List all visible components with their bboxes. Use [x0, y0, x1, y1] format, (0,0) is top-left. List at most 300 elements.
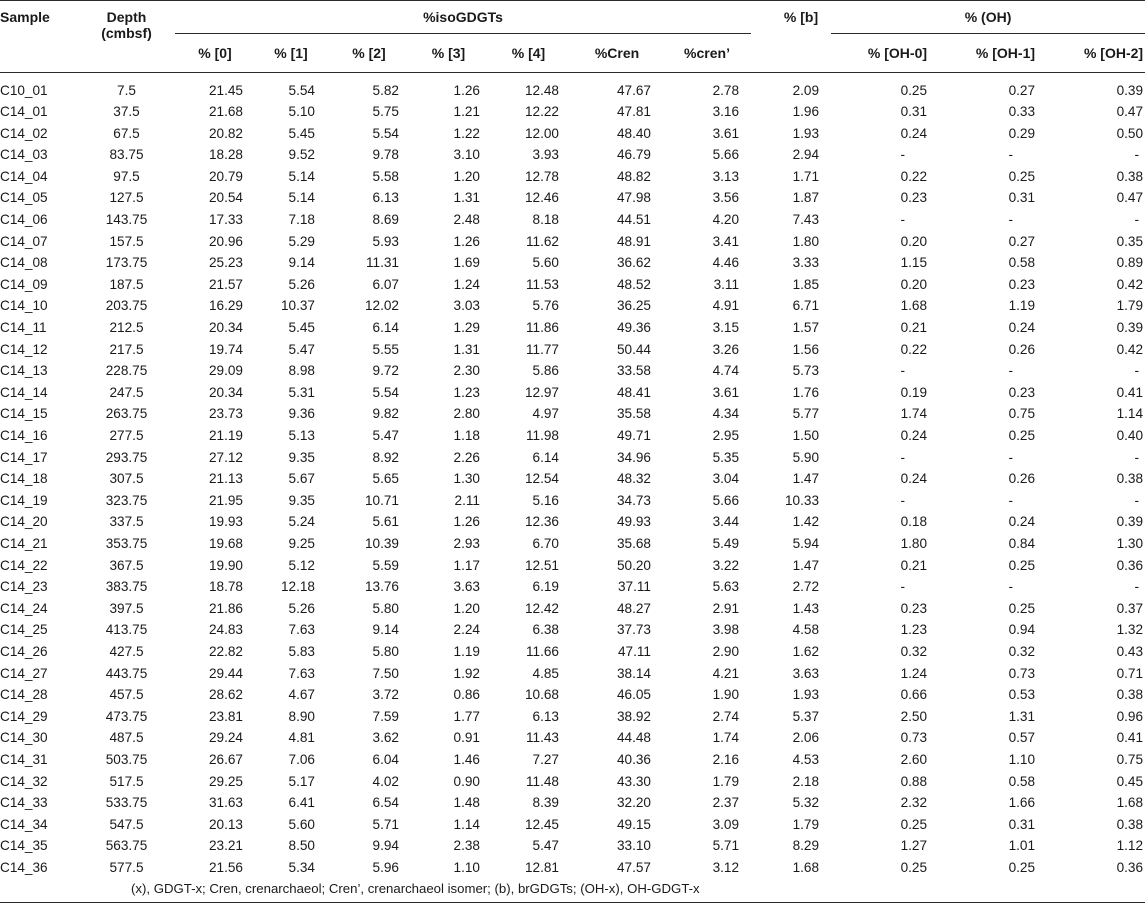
cell-b: 1.42: [792, 514, 820, 530]
cell-iso-2: 5.75: [372, 104, 399, 120]
cell-oh-1: 0.23: [1008, 276, 1036, 292]
cell-iso-1: 9.35: [288, 492, 315, 508]
cell-oh-0: 1.23: [900, 622, 928, 638]
cell-iso-4: 6.19: [532, 579, 559, 595]
cell-cren-prime: 3.13: [712, 168, 740, 184]
cell-depth: 203.75: [105, 298, 148, 314]
cell-iso-2: 6.54: [372, 795, 399, 811]
header-depth: [78, 0, 175, 72]
cell-iso-4: 11.66: [525, 643, 559, 659]
cell-cren: 48.82: [616, 168, 651, 184]
cell-iso-3: 2.48: [453, 212, 480, 228]
cell-iso-0: 16.29: [208, 298, 243, 314]
cell-cren-prime: 1.90: [712, 687, 740, 703]
cell-b: 1.96: [792, 104, 820, 120]
cell-oh-0: 1.74: [900, 406, 928, 422]
cell-cren: 49.71: [616, 428, 651, 443]
cell-sample: C14_13: [0, 363, 48, 379]
cell-oh-1: 0.94: [1008, 622, 1036, 638]
cell-oh-0: 1.15: [900, 255, 928, 271]
cell-cren-prime: 5.66: [712, 492, 740, 508]
cell-iso-0: 26.67: [208, 751, 243, 767]
cell-oh-1: 0.23: [1008, 384, 1036, 400]
cell-iso-4: 11.62: [525, 233, 559, 249]
cell-iso-1: 5.13: [288, 428, 315, 443]
cell-depth: 97.5: [113, 168, 140, 184]
cell-iso-2: 9.78: [372, 147, 399, 163]
table-row: [0, 533, 1145, 555]
cell-depth: 127.5: [109, 190, 144, 206]
cell-oh-2: 0.35: [1116, 233, 1144, 249]
cell-sample: C10_01: [0, 82, 48, 98]
table-row: [0, 598, 1145, 620]
cell-iso-2: 5.80: [372, 643, 399, 659]
cell-iso-1: 5.45: [288, 125, 315, 141]
cell-oh-1: -: [1008, 449, 1014, 465]
header-iso-cren-prime: %cren’: [663, 33, 751, 72]
cell-cren: 46.05: [616, 687, 651, 703]
cell-cren-prime: 5.49: [712, 535, 740, 551]
cell-depth: 413.75: [105, 622, 148, 638]
cell-sample: C14_29: [0, 708, 48, 724]
cell-depth: 457.5: [109, 687, 144, 703]
cell-oh-0: 1.27: [900, 838, 928, 854]
cell-cren: 47.98: [616, 190, 651, 206]
cell-iso-2: 9.82: [372, 406, 399, 422]
cell-b: 3.63: [792, 665, 820, 681]
cell-oh-1: -: [1008, 492, 1014, 508]
cell-oh-0: 0.66: [900, 687, 928, 703]
cell-b: 1.50: [792, 428, 820, 443]
cell-iso-3: 1.26: [453, 514, 480, 530]
cell-oh-1: 0.25: [1008, 557, 1036, 573]
cell-depth: 337.5: [109, 514, 144, 530]
cell-oh-2: 0.36: [1116, 859, 1144, 875]
cell-depth: 228.75: [105, 363, 148, 379]
cell-sample: C14_33: [0, 795, 48, 811]
cell-oh-0: 0.31: [900, 104, 928, 120]
cell-iso-0: 20.79: [208, 168, 243, 184]
cell-iso-2: 5.61: [372, 514, 399, 530]
cell-sample: C14_06: [0, 212, 48, 228]
cell-cren-prime: 5.71: [712, 838, 740, 854]
cell-depth: 157.5: [109, 233, 144, 249]
cell-sample: C14_03: [0, 147, 48, 163]
cell-cren-prime: 5.35: [712, 449, 740, 465]
cell-iso-1: 5.47: [288, 341, 315, 357]
cell-iso-3: 1.26: [453, 233, 480, 249]
table-row: [0, 123, 1145, 145]
cell-b: 1.76: [792, 384, 820, 400]
table-row: [0, 209, 1145, 231]
cell-iso-3: 1.30: [453, 471, 480, 487]
cell-iso-0: 20.82: [208, 125, 243, 141]
table-row: [0, 425, 1145, 447]
cell-iso-3: 1.22: [453, 125, 480, 141]
header-depth-line2: (cmbsf): [101, 25, 152, 41]
cell-iso-3: 0.91: [453, 730, 480, 746]
cell-oh-1: 0.25: [1008, 428, 1036, 443]
cell-iso-2: 5.54: [372, 384, 399, 400]
cell-b: 1.93: [792, 125, 820, 141]
cell-oh-1: 0.33: [1008, 104, 1036, 120]
cell-iso-3: 1.20: [453, 168, 480, 184]
cell-oh-0: 0.18: [900, 514, 928, 530]
cell-oh-2: 0.38: [1116, 168, 1144, 184]
cell-iso-0: 19.68: [208, 535, 243, 551]
cell-iso-3: 3.10: [453, 147, 480, 163]
cell-depth: 323.75: [105, 492, 148, 508]
cell-iso-0: 20.96: [208, 233, 243, 249]
cell-cren: 38.14: [616, 665, 651, 681]
header-iso-2: % [2]: [327, 33, 411, 72]
cell-oh-2: 0.47: [1116, 104, 1144, 120]
cell-sample: C14_12: [0, 341, 48, 357]
cell-iso-2: 5.96: [372, 859, 399, 875]
cell-cren: 50.20: [616, 557, 651, 573]
cell-iso-2: 5.54: [372, 125, 399, 141]
cell-cren-prime: 3.44: [712, 514, 740, 530]
cell-b: 1.57: [792, 320, 820, 336]
cell-iso-4: 12.45: [524, 816, 559, 832]
cell-depth: 503.75: [105, 751, 148, 767]
cell-oh-2: 1.32: [1116, 622, 1144, 638]
header-b-label: % [b]: [783, 9, 819, 25]
cell-b: 10.33: [785, 492, 820, 508]
header-oh-label: % (OH): [964, 9, 1012, 25]
cell-iso-2: 12.02: [364, 298, 399, 314]
table-row: [0, 72, 1145, 101]
cell-cren: 37.73: [616, 622, 651, 638]
cell-cren-prime: 2.91: [712, 600, 740, 616]
cell-iso-3: 3.63: [453, 579, 480, 595]
cell-cren-prime: 4.74: [712, 363, 740, 379]
cell-sample: C14_25: [0, 622, 48, 638]
cell-oh-1: 0.58: [1008, 773, 1036, 789]
cell-cren: 35.58: [616, 406, 651, 422]
cell-cren-prime: 3.98: [712, 622, 740, 638]
cell-iso-3: 1.26: [453, 82, 480, 98]
cell-oh-2: 0.50: [1116, 125, 1144, 141]
cell-b: 1.80: [792, 233, 820, 249]
cell-oh-2: 0.71: [1116, 665, 1144, 681]
header-sample: [0, 0, 78, 72]
cell-iso-3: 1.23: [453, 384, 480, 400]
header-iso-0: % [0]: [175, 33, 255, 72]
cell-iso-2: 9.94: [372, 838, 399, 854]
cell-iso-0: 29.24: [208, 730, 243, 746]
cell-iso-4: 11.48: [525, 773, 559, 789]
cell-oh-2: 1.14: [1116, 406, 1144, 422]
cell-iso-4: 8.39: [532, 795, 559, 811]
cell-oh-2: -: [1134, 212, 1140, 228]
cell-cren-prime: 3.15: [712, 320, 740, 336]
cell-depth: 247.5: [109, 384, 144, 400]
cell-iso-1: 5.26: [288, 276, 315, 292]
cell-cren: 32.20: [616, 795, 651, 811]
cell-oh-1: 0.25: [1008, 859, 1036, 875]
cell-iso-4: 5.60: [532, 255, 559, 271]
cell-depth: 533.75: [105, 795, 148, 811]
table-row: [0, 771, 1145, 793]
cell-iso-4: 4.97: [532, 406, 559, 422]
cell-depth: 212.5: [109, 320, 144, 336]
cell-oh-2: 0.47: [1116, 190, 1144, 206]
cell-sample: C14_23: [0, 579, 48, 595]
cell-oh-2: 0.38: [1116, 687, 1144, 703]
cell-oh-0: 0.21: [900, 557, 928, 573]
cell-oh-1: 1.19: [1008, 298, 1036, 314]
cell-depth: 293.75: [105, 449, 148, 465]
cell-sample: C14_36: [0, 859, 48, 875]
cell-iso-3: 3.03: [453, 298, 480, 314]
cell-cren: 46.79: [616, 147, 651, 163]
cell-iso-2: 4.02: [372, 773, 399, 789]
cell-iso-3: 1.31: [453, 341, 480, 357]
cell-sample: C14_34: [0, 816, 48, 832]
cell-iso-3: 1.18: [453, 428, 480, 443]
cell-oh-1: 1.01: [1008, 838, 1036, 854]
cell-depth: 577.5: [109, 859, 144, 875]
cell-sample: C14_16: [0, 428, 48, 443]
cell-iso-0: 20.34: [208, 320, 243, 336]
cell-b: 5.90: [792, 449, 820, 465]
cell-iso-3: 1.24: [453, 276, 480, 292]
cell-oh-2: 0.41: [1116, 730, 1144, 746]
cell-depth: 83.75: [109, 147, 144, 163]
cell-iso-0: 23.81: [208, 708, 243, 724]
cell-oh-0: 0.23: [900, 190, 928, 206]
cell-cren-prime: 2.74: [712, 708, 740, 724]
cell-iso-1: 5.34: [288, 859, 315, 875]
cell-b: 1.47: [792, 557, 820, 573]
cell-iso-1: 4.81: [288, 730, 315, 746]
cell-iso-1: 9.36: [288, 406, 315, 422]
cell-oh-2: 1.79: [1116, 298, 1144, 314]
cell-cren: 44.51: [616, 212, 651, 228]
cell-b: 1.85: [792, 276, 820, 292]
cell-oh-0: 0.22: [900, 168, 928, 184]
cell-iso-3: 2.93: [453, 535, 480, 551]
cell-iso-4: 7.27: [532, 751, 559, 767]
cell-cren-prime: 2.90: [712, 643, 740, 659]
header-oh-2: % [OH-2]: [1041, 33, 1145, 72]
cell-oh-0: -: [900, 579, 906, 595]
cell-iso-1: 5.54: [288, 82, 315, 98]
cell-oh-1: 1.10: [1008, 751, 1036, 767]
cell-cren: 35.68: [616, 535, 651, 551]
cell-iso-0: 22.82: [208, 643, 243, 659]
table-row: [0, 252, 1145, 274]
cell-b: 1.79: [792, 816, 820, 832]
cell-cren-prime: 1.74: [712, 730, 740, 746]
cell-oh-1: 1.66: [1008, 795, 1036, 811]
cell-oh-0: 0.32: [900, 643, 928, 659]
table-row: [0, 835, 1145, 857]
cell-oh-0: -: [900, 212, 906, 228]
cell-iso-1: 8.50: [288, 838, 315, 854]
cell-b: 5.77: [792, 406, 820, 422]
cell-iso-0: 21.57: [208, 276, 243, 292]
cell-oh-2: 0.37: [1116, 600, 1144, 616]
cell-iso-2: 6.13: [372, 190, 399, 206]
cell-cren: 49.93: [616, 514, 651, 530]
cell-b: 1.71: [792, 168, 820, 184]
cell-oh-0: 0.24: [900, 125, 928, 141]
cell-oh-0: 0.19: [900, 384, 928, 400]
cell-cren: 49.15: [616, 816, 651, 832]
cell-iso-0: 18.78: [208, 579, 243, 595]
cell-depth: 263.75: [105, 406, 148, 422]
cell-iso-0: 21.56: [208, 859, 243, 875]
cell-iso-0: 21.86: [208, 600, 243, 616]
cell-iso-3: 2.80: [453, 406, 480, 422]
cell-oh-0: -: [900, 147, 906, 163]
cell-sample: C14_05: [0, 190, 48, 206]
cell-cren: 48.40: [616, 125, 651, 141]
cell-cren-prime: 3.26: [712, 341, 740, 357]
cell-b: 5.73: [792, 363, 820, 379]
cell-oh-1: 0.31: [1008, 190, 1036, 206]
cell-cren-prime: 3.41: [712, 233, 740, 249]
cell-b: 1.68: [792, 859, 820, 875]
cell-sample: C14_04: [0, 168, 48, 184]
cell-sample: C14_20: [0, 514, 48, 530]
cell-iso-2: 10.71: [364, 492, 399, 508]
cell-iso-0: 29.09: [208, 363, 243, 379]
cell-oh-0: 0.25: [900, 82, 928, 98]
cell-iso-4: 12.51: [524, 557, 559, 573]
cell-oh-1: 0.57: [1008, 730, 1036, 746]
cell-sample: C14_31: [0, 751, 48, 767]
cell-iso-1: 5.14: [288, 190, 315, 206]
cell-iso-2: 5.55: [372, 341, 399, 357]
cell-cren-prime: 3.56: [712, 190, 740, 206]
cell-iso-4: 12.00: [524, 125, 559, 141]
cell-iso-4: 5.16: [532, 492, 559, 508]
cell-cren: 40.36: [616, 751, 651, 767]
cell-sample: C14_11: [0, 320, 47, 336]
cell-iso-1: 9.14: [288, 255, 315, 271]
cell-iso-2: 5.59: [372, 557, 399, 573]
cell-iso-2: 5.65: [372, 471, 399, 487]
header-isogdgts-label: %isoGDGTs: [423, 9, 503, 25]
cell-oh-2: 0.96: [1116, 708, 1144, 724]
cell-depth: 563.75: [105, 838, 148, 854]
cell-b: 2.09: [792, 82, 820, 98]
cell-iso-0: 21.95: [208, 492, 243, 508]
cell-oh-2: -: [1134, 449, 1140, 465]
cell-iso-4: 12.48: [524, 82, 559, 98]
table-row: [0, 382, 1145, 404]
cell-oh-0: 2.60: [900, 751, 928, 767]
cell-oh-1: 0.84: [1008, 535, 1036, 551]
cell-b: 4.58: [792, 622, 820, 638]
table-row: [0, 447, 1145, 469]
cell-cren-prime: 3.12: [712, 859, 740, 875]
cell-iso-2: 13.76: [364, 579, 399, 595]
cell-iso-0: 18.28: [208, 147, 243, 163]
cell-cren-prime: 2.95: [712, 428, 740, 443]
cell-cren-prime: 4.46: [712, 255, 740, 271]
cell-iso-0: 29.25: [208, 773, 243, 789]
cell-iso-0: 19.90: [208, 557, 243, 573]
cell-iso-0: 29.44: [208, 665, 243, 681]
cell-iso-4: 8.18: [532, 212, 559, 228]
header-oh-0: % [OH-0]: [831, 33, 933, 72]
cell-oh-1: -: [1008, 363, 1014, 379]
cell-iso-3: 2.11: [454, 492, 480, 508]
cell-oh-1: 0.27: [1008, 82, 1036, 98]
cell-oh-0: 1.80: [900, 535, 928, 551]
cell-b: 8.29: [792, 838, 820, 854]
cell-oh-0: 0.25: [900, 816, 928, 832]
cell-iso-2: 8.92: [372, 449, 399, 465]
cell-iso-2: 5.93: [372, 233, 399, 249]
cell-b: 7.43: [792, 212, 820, 228]
cell-oh-2: 1.68: [1116, 795, 1144, 811]
cell-oh-2: 1.30: [1116, 535, 1144, 551]
header-iso-4: % [4]: [486, 33, 571, 72]
cell-oh-0: -: [900, 449, 906, 465]
table-row: [0, 490, 1145, 512]
cell-cren-prime: 3.61: [712, 125, 740, 141]
cell-iso-3: 2.26: [453, 449, 480, 465]
cell-b: 5.94: [792, 535, 820, 551]
cell-iso-0: 27.12: [208, 449, 243, 465]
cell-sample: C14_09: [0, 276, 48, 292]
cell-sample: C14_32: [0, 773, 48, 789]
cell-cren-prime: 3.22: [712, 557, 740, 573]
cell-iso-1: 4.67: [288, 687, 315, 703]
cell-iso-2: 7.59: [372, 708, 399, 724]
table-row: [0, 403, 1145, 425]
cell-iso-3: 1.46: [453, 751, 480, 767]
cell-depth: 37.5: [113, 104, 140, 120]
table-row: [0, 576, 1145, 598]
cell-cren: 50.44: [616, 341, 651, 357]
cell-iso-4: 5.76: [532, 298, 559, 314]
cell-iso-4: 10.68: [524, 687, 559, 703]
cell-b: 1.56: [792, 341, 820, 357]
cell-oh-2: 0.42: [1116, 341, 1144, 357]
table-row: [0, 339, 1145, 361]
cell-iso-0: 19.93: [208, 514, 243, 530]
cell-iso-0: 31.63: [208, 795, 243, 811]
cell-oh-0: 2.32: [900, 795, 928, 811]
cell-cren-prime: 3.09: [712, 816, 740, 832]
cell-iso-4: 11.86: [525, 320, 559, 336]
table-row: [0, 511, 1145, 533]
cell-iso-4: 6.70: [532, 535, 559, 551]
cell-oh-0: 0.24: [900, 471, 928, 487]
cell-cren-prime: 3.04: [712, 471, 740, 487]
cell-oh-0: -: [900, 363, 906, 379]
cell-cren: 34.96: [616, 449, 651, 465]
cell-cren-prime: 3.16: [712, 104, 740, 120]
cell-iso-4: 12.54: [524, 471, 559, 487]
cell-depth: 397.5: [109, 600, 144, 616]
table-row: [0, 749, 1145, 771]
cell-oh-0: 0.20: [900, 276, 928, 292]
cell-oh-0: 2.50: [900, 708, 928, 724]
cell-b: 5.32: [792, 795, 820, 811]
cell-iso-3: 0.90: [453, 773, 480, 789]
cell-b: 2.72: [792, 579, 820, 595]
cell-iso-1: 5.12: [288, 557, 315, 573]
cell-iso-4: 5.47: [532, 838, 559, 854]
cell-oh-1: 0.73: [1008, 665, 1036, 681]
